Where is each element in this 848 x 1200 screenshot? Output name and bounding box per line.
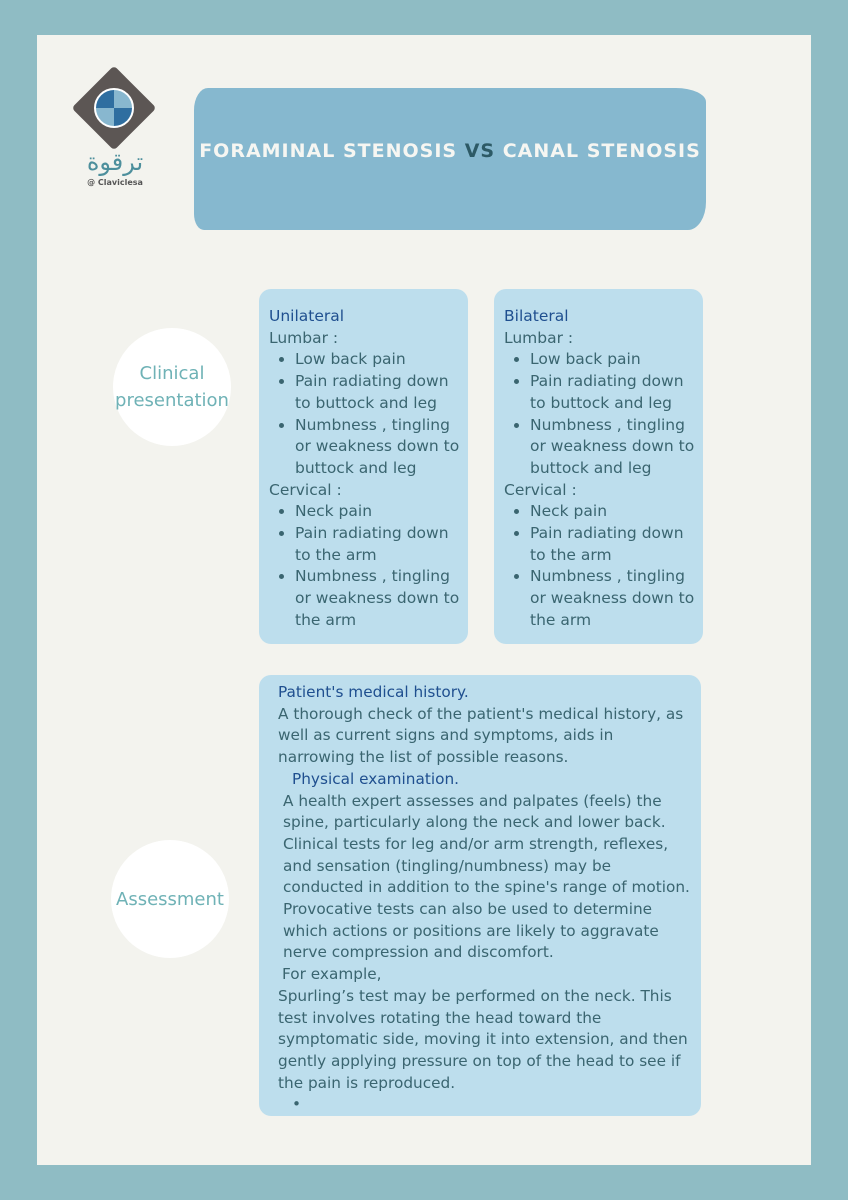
clinical-label-line1: Clinical: [139, 363, 205, 384]
canal-cervical-label: Cervical :: [504, 480, 577, 499]
list-item: • Numbness , tingling or weakness down to the arm: [295, 566, 460, 631]
foraminal-cervical-label: Cervical :: [269, 480, 342, 499]
foraminal-cervical-list: [269, 501, 460, 631]
canal-lumbar-label: Lumbar :: [504, 328, 574, 347]
foraminal-lumbar-label: Lumbar :: [269, 328, 339, 347]
brand-name-arabic: ترقوة: [86, 148, 144, 176]
title-part-canal: CANAL STENOSIS: [502, 140, 701, 162]
history-heading: Patient's medical history.: [278, 683, 469, 701]
list-item: • Neck pain: [530, 501, 695, 523]
example-lead: For example,: [282, 965, 382, 984]
list-item: • Pain radiating down to buttock and leg: [295, 371, 460, 414]
list-item: • Pain radiating down to the arm: [295, 523, 460, 566]
history-text: A thorough check of the patient's medical history, as well as current signs and symptoms, aids in narrowing the list of possible reasons.: [278, 704, 684, 767]
list-item: • Numbness , tingling or weakness down to buttock and leg: [530, 415, 695, 480]
list-item: • Pain radiating down to the arm: [530, 523, 695, 566]
foraminal-lumbar-list: [269, 349, 460, 479]
example-text: Spurling’s test may be performed on the neck. This test involves rotating the head toward the symptomatic side, moving it into extension, and then gently applying pressure on top of the head to see if the pain is reproduced.: [278, 986, 688, 1092]
page-title: [194, 140, 706, 162]
title-vs: VS: [464, 140, 496, 162]
canal-clinical-card: [494, 289, 703, 644]
foraminal-clinical-card: [259, 289, 468, 644]
canal-heading: Bilateral: [504, 307, 569, 325]
brand-handle: @ Claviclesa: [87, 178, 143, 187]
canal-cervical-list: [504, 501, 695, 631]
title-banner: [194, 88, 706, 230]
list-item: • Numbness , tingling or weakness down to the arm: [530, 566, 695, 631]
foraminal-heading: Unilateral: [269, 307, 345, 325]
list-item: • Neck pain: [295, 501, 460, 523]
clinical-label-line2: presentation: [115, 390, 229, 411]
assessment-card: [259, 675, 701, 1116]
list-item: • Low back pain: [530, 349, 695, 371]
title-part-foraminal: FORAMINAL STENOSIS: [199, 140, 458, 162]
assessment-label: Assessment: [116, 888, 224, 910]
list-item: • Pain radiating down to buttock and leg: [530, 371, 695, 414]
list-item: • Low back pain: [295, 349, 460, 371]
trailing-bullet: •: [292, 1095, 302, 1114]
brand-logo: [72, 66, 156, 150]
logo-emblem-icon: [94, 88, 134, 128]
section-label-clinical: [113, 328, 231, 446]
list-item: • Numbness , tingling or weakness down to buttock and leg: [295, 415, 460, 480]
exam-heading: Physical examination.: [292, 769, 460, 788]
exam-text: A health expert assesses and palpates (feels) the spine, particularly along the neck and lower back. Clinical tests for leg and/or arm strength, reflexes, and sensation (tingling/numbness) may be conducted in addition to the spine's range of motion. Provocative tests can also be used to determine which actions or positions are likely to aggravate nerve compression and discomfort.: [283, 791, 690, 962]
section-label-assessment: [111, 840, 229, 958]
canal-lumbar-list: [504, 349, 695, 479]
